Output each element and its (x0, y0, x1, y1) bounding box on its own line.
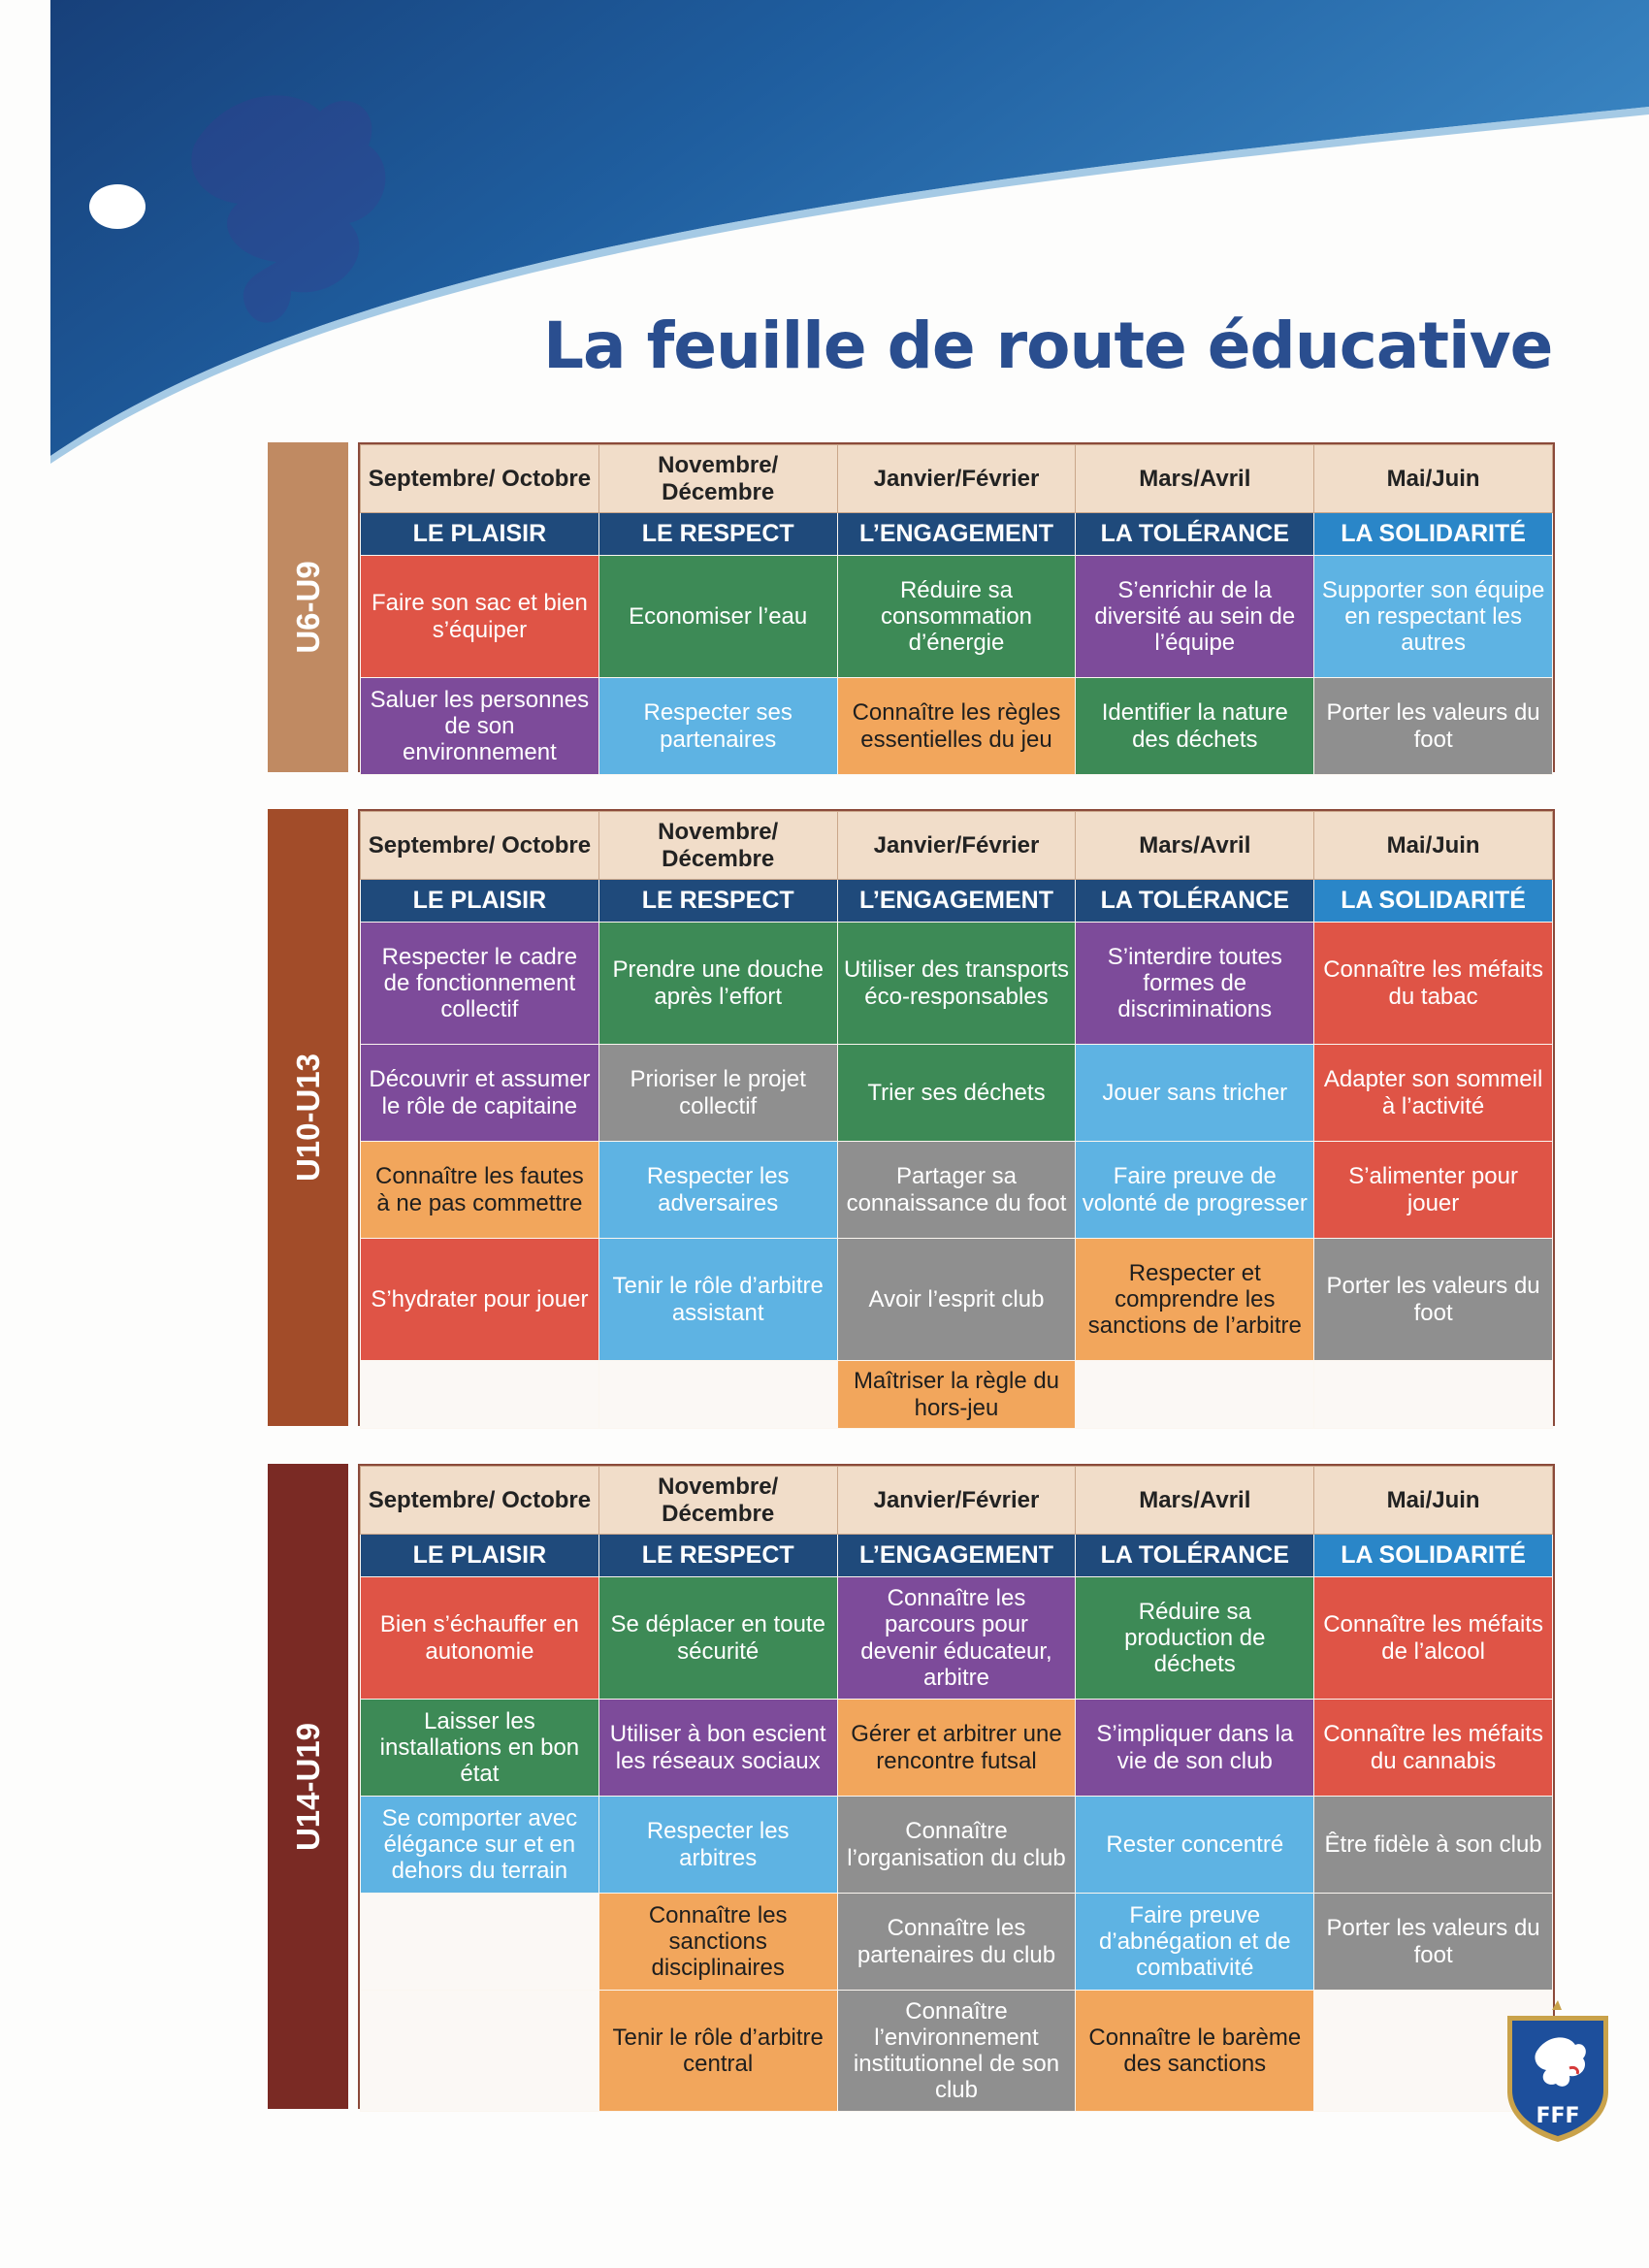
activity-cell: Connaître les parcours pour devenir éducateur, arbitre (837, 1577, 1076, 1700)
activity-cell: Porter les valeurs du foot (1314, 1239, 1553, 1361)
activity-cell: Identifier la nature des déchets (1076, 678, 1314, 775)
activity-cell: Faire son sac et bien s’équiper (361, 556, 599, 678)
activity-cell: Gérer et arbitrer une rencontre futsal (837, 1700, 1076, 1797)
activity-cell: Respecter les arbitres (598, 1797, 837, 1894)
activity-cell: Economiser l’eau (598, 556, 837, 678)
empty-cell (361, 1361, 599, 1429)
activity-cell: Réduire sa production de déchets (1076, 1577, 1314, 1700)
value-header: LE RESPECT (598, 1535, 837, 1577)
activity-cell: Trier ses déchets (837, 1045, 1076, 1142)
age-band-label: U10-U13 (268, 809, 348, 1426)
activity-cell: Maîtriser la règle du hors-jeu (837, 1361, 1076, 1429)
month-header: Novembre/ Décembre (598, 1467, 837, 1535)
activity-cell: Utiliser à bon escient les réseaux sociaux (598, 1700, 837, 1797)
page-title: La feuille de route éducative (543, 308, 1553, 383)
activity-cell: Saluer les personnes de son environnement (361, 678, 599, 775)
month-header: Septembre/ Octobre (361, 445, 599, 513)
activity-cell: Connaître l’environnement institutionnel de son club (837, 1991, 1076, 2112)
activity-cell: Partager sa connaissance du foot (837, 1142, 1076, 1239)
activity-cell: Avoir l’esprit club (837, 1239, 1076, 1361)
activity-cell: Jouer sans tricher (1076, 1045, 1314, 1142)
value-header: LE RESPECT (598, 880, 837, 923)
month-header: Mars/Avril (1076, 1467, 1314, 1535)
month-header: Mars/Avril (1076, 445, 1314, 513)
punch-hole (89, 184, 146, 229)
schedule-table (358, 809, 1555, 1426)
month-header: Janvier/Février (837, 812, 1076, 880)
empty-cell (598, 1361, 837, 1429)
month-header: Mai/Juin (1314, 445, 1553, 513)
activity-cell: Respecter le cadre de fonctionnement collectif (361, 923, 599, 1045)
empty-cell (361, 1991, 599, 2112)
value-header: LA TOLÉRANCE (1076, 880, 1314, 923)
activity-cell: Tenir le rôle d’arbitre assistant (598, 1239, 837, 1361)
schedule-table (358, 442, 1555, 772)
activity-cell: Rester concentré (1076, 1797, 1314, 1894)
section-u10-u13 (268, 809, 1555, 1426)
age-band-label: U6-U9 (268, 442, 348, 772)
empty-cell (1076, 1361, 1314, 1429)
activity-cell: Utiliser des transports éco-responsables (837, 923, 1076, 1045)
activity-cell: S’hydrater pour jouer (361, 1239, 599, 1361)
value-header: L’ENGAGEMENT (837, 1535, 1076, 1577)
month-header: Janvier/Février (837, 445, 1076, 513)
activity-cell: Se comporter avec élégance sur et en dehors du terrain (361, 1797, 599, 1894)
activity-cell: Être fidèle à son club (1314, 1797, 1553, 1894)
activity-cell: Connaître les règles essentielles du jeu (837, 678, 1076, 775)
month-header: Mai/Juin (1314, 1467, 1553, 1535)
activity-cell: Prendre une douche après l’effort (598, 923, 837, 1045)
activity-cell: Se déplacer en toute sécurité (598, 1577, 837, 1700)
value-header: LE PLAISIR (361, 880, 599, 923)
schedule-table (358, 1464, 1555, 2109)
activity-cell: Connaître les partenaires du club (837, 1894, 1076, 1991)
activity-cell: Faire preuve d’abnégation et de combativité (1076, 1894, 1314, 1991)
activity-cell: Respecter ses partenaires (598, 678, 837, 775)
value-header: LE PLAISIR (361, 1535, 599, 1577)
activity-cell: S’impliquer dans la vie de son club (1076, 1700, 1314, 1797)
value-header: LA SOLIDARITÉ (1314, 880, 1553, 923)
activity-cell: Prioriser le projet collectif (598, 1045, 837, 1142)
activity-cell: Connaître les méfaits du cannabis (1314, 1700, 1553, 1797)
activity-cell: S’alimenter pour jouer (1314, 1142, 1553, 1239)
activity-cell: S’interdire toutes formes de discriminations (1076, 923, 1314, 1045)
activity-cell: Bien s’échauffer en autonomie (361, 1577, 599, 1700)
activity-cell: Connaître les méfaits du tabac (1314, 923, 1553, 1045)
value-header: LE PLAISIR (361, 513, 599, 556)
activity-cell: Réduire sa consommation d’énergie (837, 556, 1076, 678)
activity-cell: Connaître les fautes à ne pas commettre (361, 1142, 599, 1239)
svg-text:FFF: FFF (1536, 2104, 1580, 2128)
activity-cell: S’enrichir de la diversité au sein de l’équipe (1076, 556, 1314, 678)
activity-cell: Tenir le rôle d’arbitre central (598, 1991, 837, 2112)
value-header: LA TOLÉRANCE (1076, 513, 1314, 556)
value-header: L’ENGAGEMENT (837, 880, 1076, 923)
activity-cell: Supporter son équipe en respectant les autres (1314, 556, 1553, 678)
activity-cell: Connaître les sanctions disciplinaires (598, 1894, 837, 1991)
activity-cell: Connaître l’organisation du club (837, 1797, 1076, 1894)
activity-cell: Découvrir et assumer le rôle de capitaine (361, 1045, 599, 1142)
header-banner (0, 0, 1649, 466)
month-header: Novembre/ Décembre (598, 445, 837, 513)
value-header: LA TOLÉRANCE (1076, 1535, 1314, 1577)
month-header: Septembre/ Octobre (361, 1467, 599, 1535)
value-header: LE RESPECT (598, 513, 837, 556)
value-header: L’ENGAGEMENT (837, 513, 1076, 556)
activity-cell: Respecter et comprendre les sanctions de l’arbitre (1076, 1239, 1314, 1361)
age-band-label: U14-U19 (268, 1464, 348, 2109)
empty-cell (1314, 1361, 1553, 1429)
month-header: Mars/Avril (1076, 812, 1314, 880)
section-u6-u9 (268, 442, 1555, 772)
month-header: Mai/Juin (1314, 812, 1553, 880)
activity-cell: Connaître le barème des sanctions (1076, 1991, 1314, 2112)
section-u14-u19 (268, 1464, 1555, 2109)
month-header: Novembre/ Décembre (598, 812, 837, 880)
activity-cell: Adapter son sommeil à l’activité (1314, 1045, 1553, 1142)
activity-cell: Faire preuve de volonté de progresser (1076, 1142, 1314, 1239)
activity-cell: Porter les valeurs du foot (1314, 1894, 1553, 1991)
fff-logo (1498, 1998, 1618, 2144)
value-header: LA SOLIDARITÉ (1314, 1535, 1553, 1577)
activity-cell: Respecter les adversaires (598, 1142, 837, 1239)
activity-cell: Connaître les méfaits de l’alcool (1314, 1577, 1553, 1700)
month-header: Janvier/Février (837, 1467, 1076, 1535)
empty-cell (361, 1894, 599, 1991)
month-header: Septembre/ Octobre (361, 812, 599, 880)
activity-cell: Laisser les installations en bon état (361, 1700, 599, 1797)
activity-cell: Porter les valeurs du foot (1314, 678, 1553, 775)
value-header: LA SOLIDARITÉ (1314, 513, 1553, 556)
